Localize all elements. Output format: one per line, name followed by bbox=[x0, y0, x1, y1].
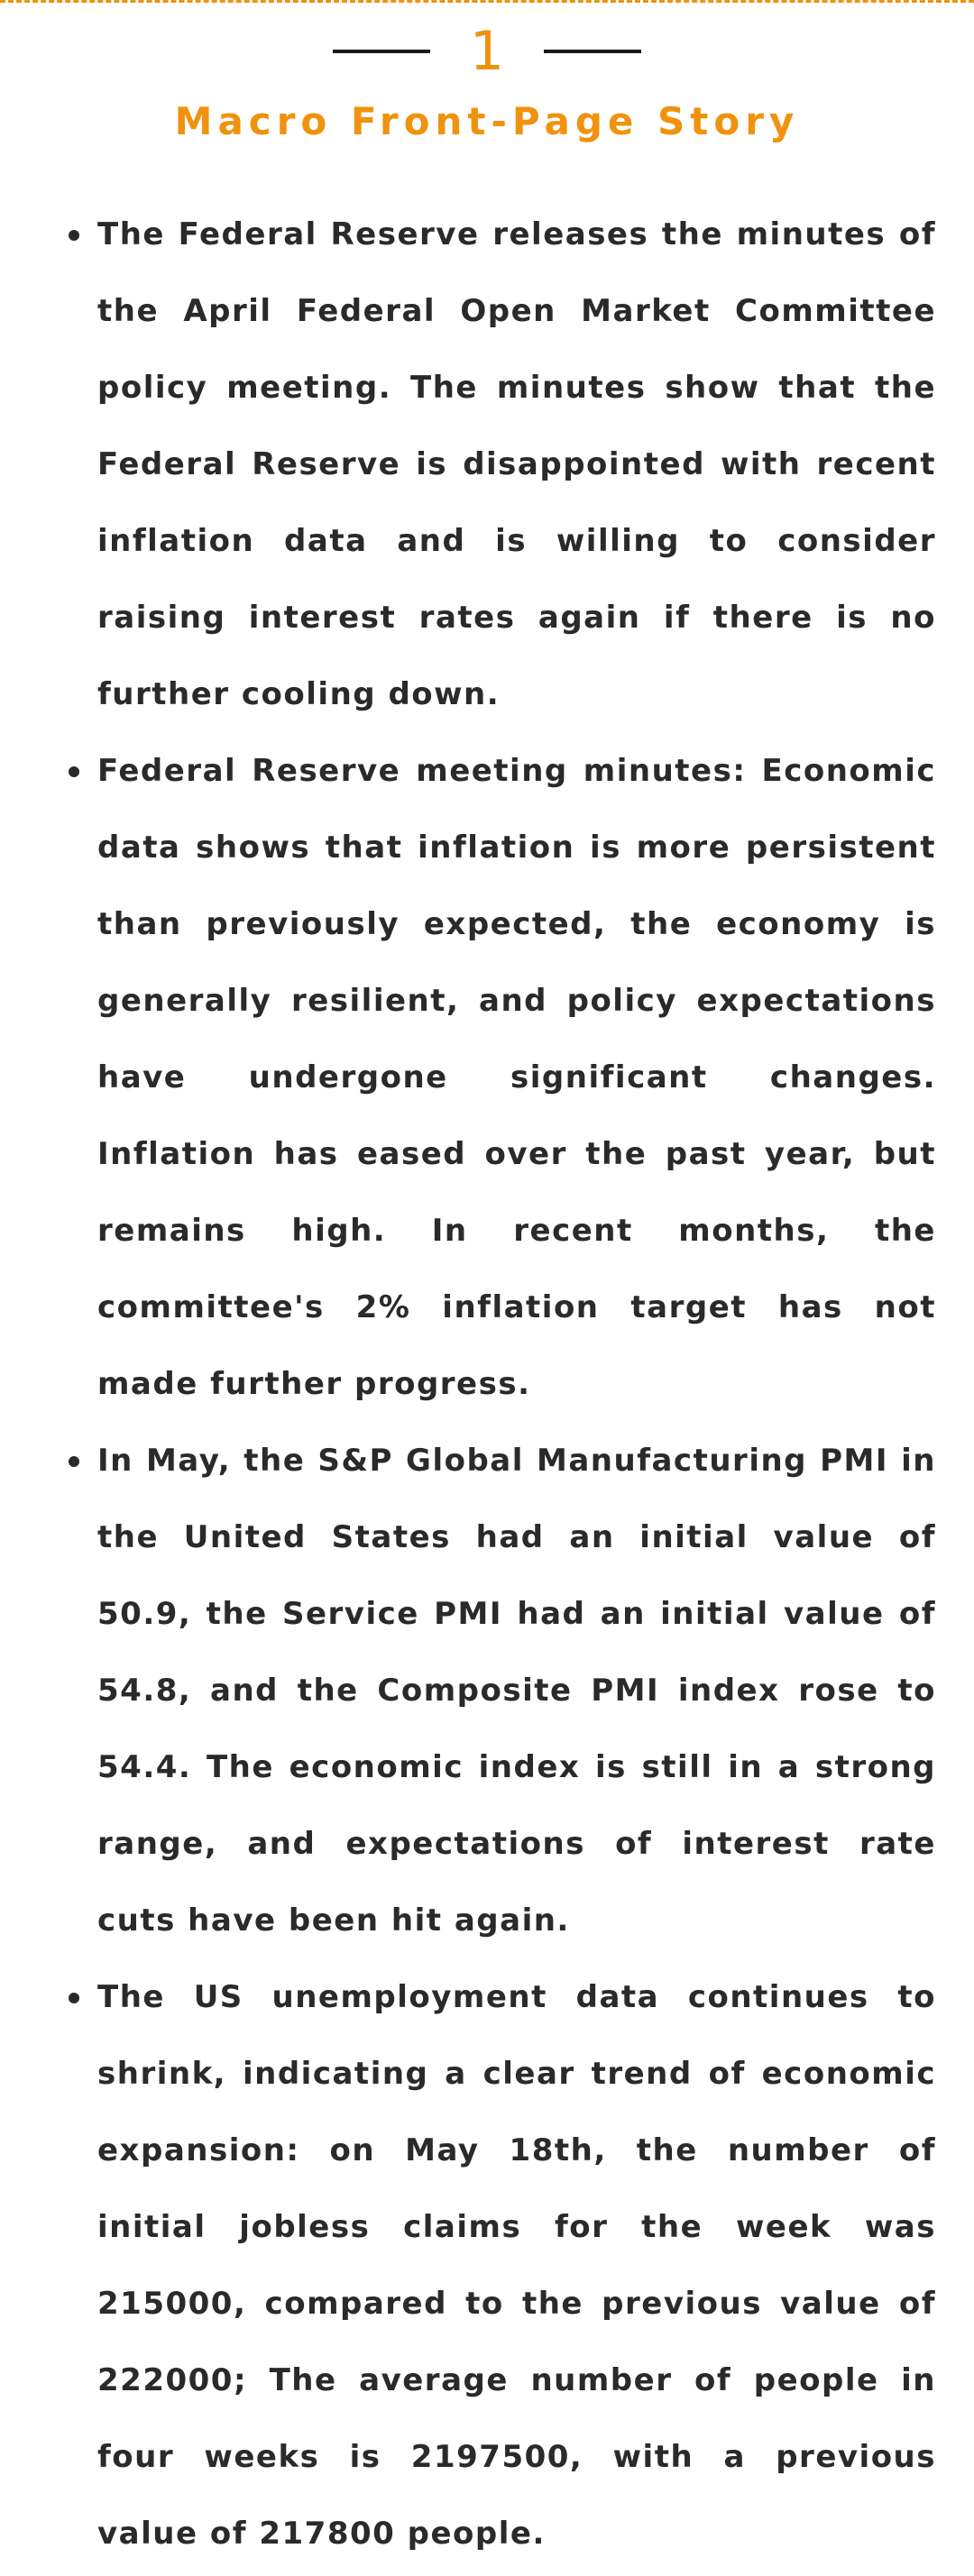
bullet-icon bbox=[69, 766, 79, 777]
news-item bbox=[63, 1423, 936, 1959]
news-item bbox=[63, 197, 936, 733]
left-rule bbox=[333, 50, 430, 53]
section-number-row bbox=[0, 11, 974, 92]
news-list bbox=[63, 197, 936, 2572]
section-header bbox=[0, 11, 974, 144]
section-number: 1 bbox=[469, 20, 505, 83]
bullet-icon bbox=[69, 230, 79, 241]
news-text: Federal Reserve meeting minutes: Economic data shows that inflation is more persistent than previously expected, the economy is generally resilient, and policy expectations have undergone significant changes. Inflation has eased over the past year, but remains high. In recent months, the committee's 2% inflation target has not made further progress. bbox=[97, 753, 936, 1402]
news-item bbox=[63, 733, 936, 1423]
bullet-icon bbox=[69, 1993, 79, 2003]
news-item bbox=[63, 1959, 936, 2572]
news-text: In May, the S&P Global Manufacturing PMI in the United States had an initial value of 50.9, the Service PMI had an initial value of 54.8, and the Composite PMI index rose to 54.4. The economic index is still in a strong range, and expectations of interest rate cuts have been hit again. bbox=[97, 1443, 936, 1939]
news-text: The US unemployment data continues to shrink, indicating a clear trend of economic expansion: on May 18th, the number of initial jobless claims for the week was 215000, compared to the previous value of 222000; The average number of people in four weeks is 2197500, with a previous value of 217800 people. bbox=[97, 1979, 936, 2552]
right-rule bbox=[544, 50, 641, 53]
bullet-icon bbox=[69, 1456, 79, 1467]
section-title: Macro Front-Page Story bbox=[174, 99, 800, 143]
news-text: The Federal Reserve releases the minutes of the April Federal Open Market Committee policy meeting. The minutes show that the Federal Reserve is disappointed with recent inflation data and is willing to consider raising interest rates again if there is no further cooling down. bbox=[97, 216, 936, 712]
dashed-top-border bbox=[0, 0, 974, 3]
